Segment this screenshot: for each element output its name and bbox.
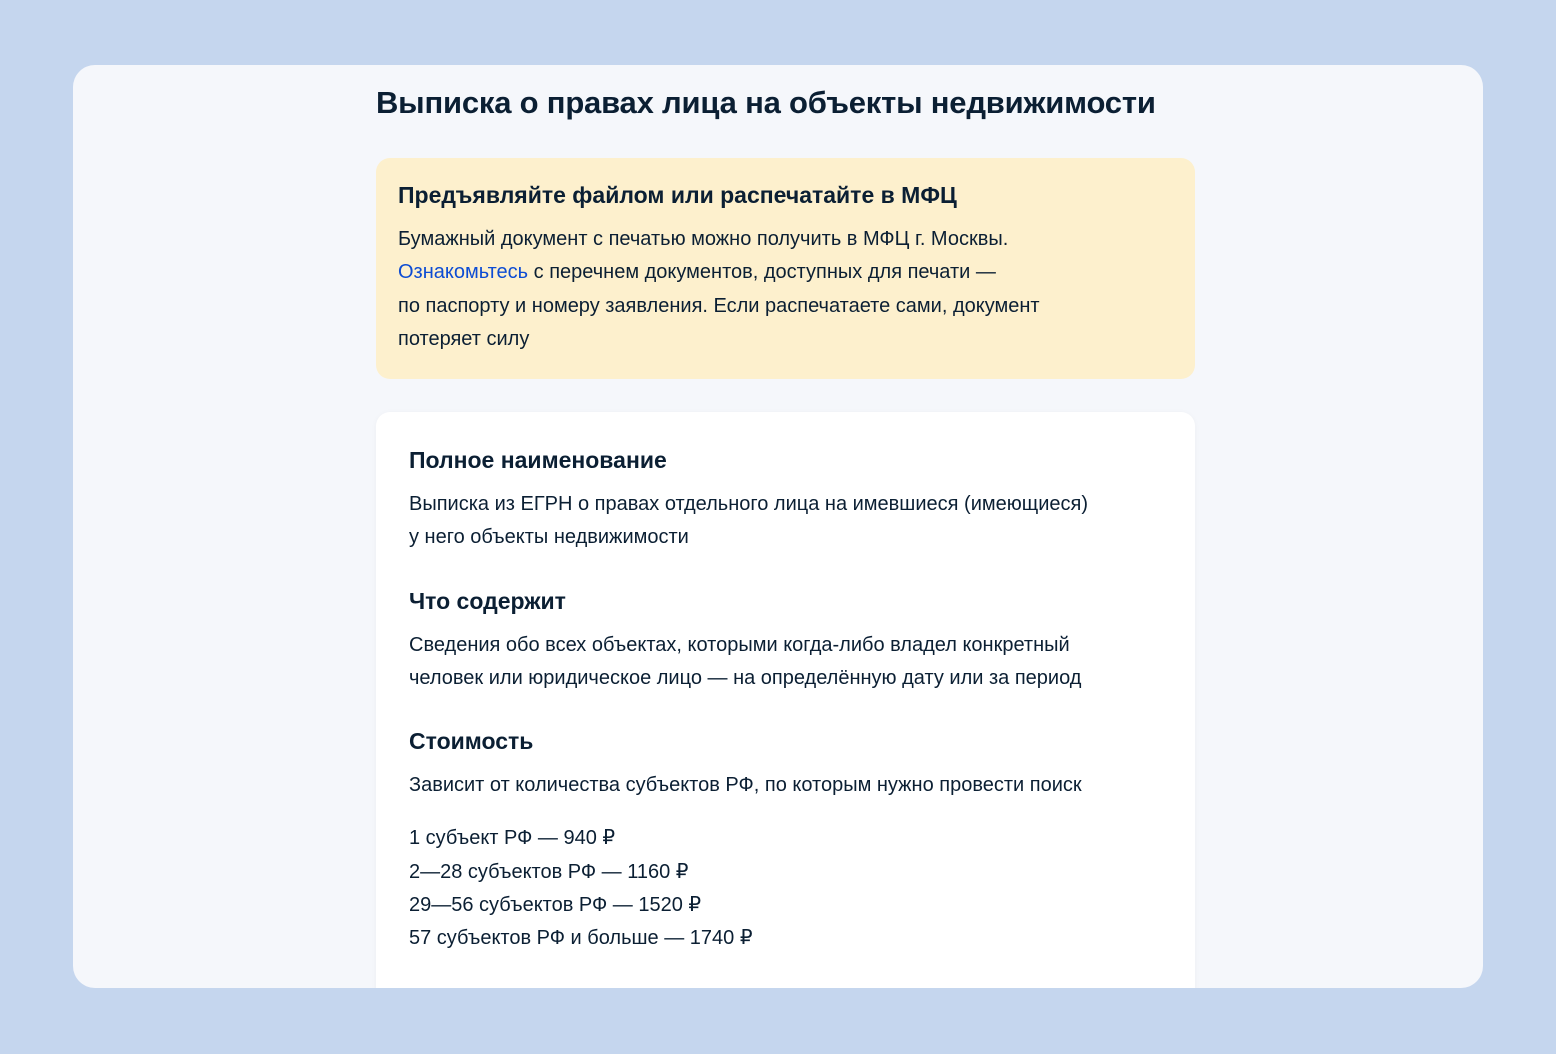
price-item: 29—56 субъектов РФ — 1520 ₽	[409, 894, 702, 917]
notice-text	[398, 223, 1173, 356]
cost-title: Стоимость	[409, 728, 534, 755]
full-name-line-1: Выписка из ЕГРН о правах отдельного лица на имевшиеся (имеющиеся)	[409, 493, 1088, 515]
price-item: 1 субъект РФ — 940 ₽	[409, 827, 616, 850]
contents-line-2: человек или юридическое лицо — на определённую дату или за период	[409, 666, 1082, 689]
info-notice	[376, 158, 1195, 379]
price-item: 57 субъектов РФ и больше — 1740 ₽	[409, 927, 753, 950]
page-title: Выписка о правах лица на объекты недвижимости	[376, 85, 1156, 120]
full-name-section	[409, 444, 1162, 555]
app-window	[73, 65, 1483, 988]
contents-section	[409, 585, 1162, 696]
documents-list-link[interactable]: Ознакомьтесь	[398, 261, 529, 284]
contents-text	[409, 629, 1162, 696]
cost-description: Зависит от количества субъектов РФ, по которым нужно провести поиск	[409, 774, 1082, 797]
notice-line-3: по паспорту и номеру заявления. Если распечатаете сами, документ	[398, 294, 1040, 317]
price-item: 2—28 субъектов РФ — 1160 ₽	[409, 860, 689, 883]
notice-line-2: с перечнем документов, доступных для печати —	[528, 261, 996, 284]
full-name-line-2: у него объекты недвижимости	[409, 526, 689, 549]
document-info-card	[376, 412, 1195, 988]
notice-title: Предъявляйте файлом или распечатайте в МФЦ	[398, 182, 957, 208]
full-name-title: Полное наименование	[409, 447, 667, 473]
full-name-text	[409, 488, 1162, 555]
price-list	[409, 822, 1162, 955]
cost-section	[409, 725, 1162, 955]
contents-title: Что содержит	[409, 587, 566, 614]
contents-line-1: Сведения обо всех объектах, которыми когда-либо владел конкретный	[409, 633, 1070, 656]
notice-line-1: Бумажный документ с печатью можно получить в МФЦ г. Москвы.	[398, 228, 1009, 250]
notice-line-4: потеряет силу	[398, 327, 530, 350]
